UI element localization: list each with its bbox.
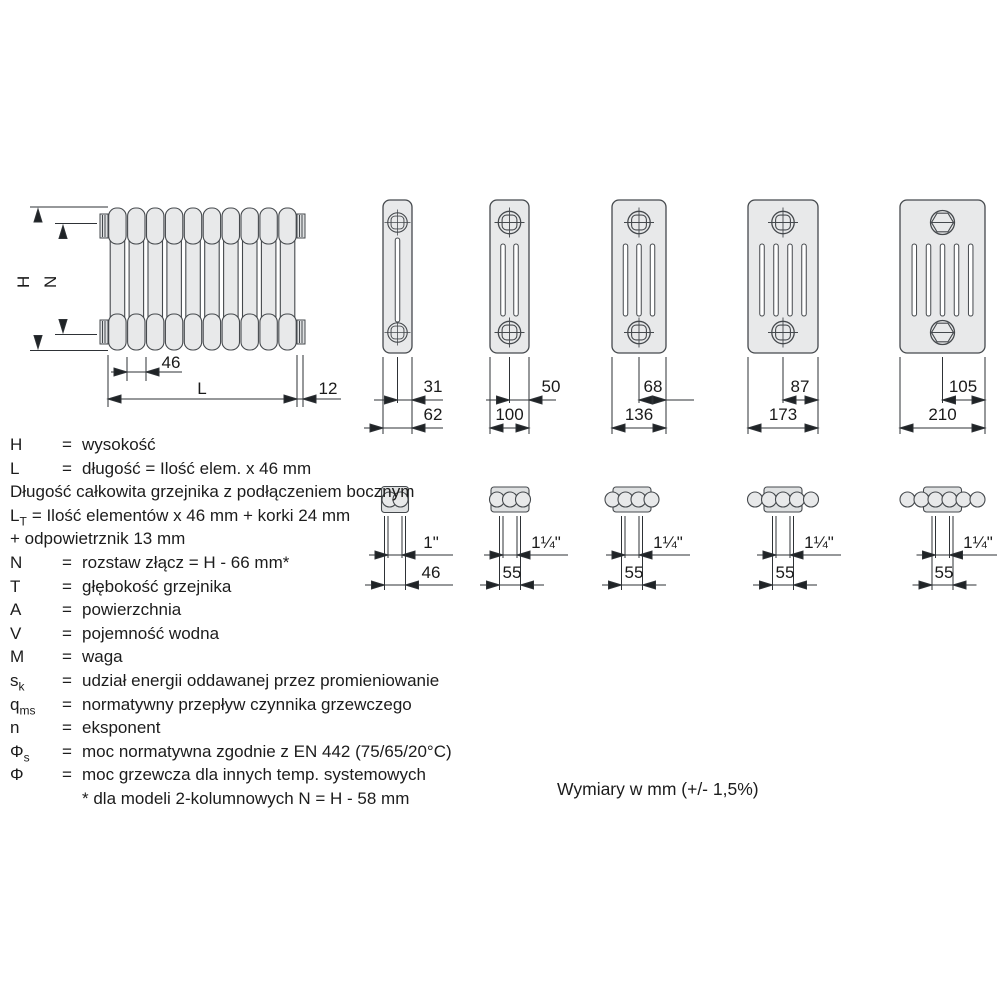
legend-row-m: M = waga: [10, 647, 123, 667]
legend-row-qms: $q_{ms}$ = normatywny przepływ czynnika grzewczego: [10, 694, 412, 717]
legend-row-phi-s: $\Phi_s$ = moc normatywna zgodnie z EN 442 (75/65/20°C): [10, 741, 452, 765]
profile-2-column: [364, 200, 443, 434]
profile-6-column: [900, 200, 985, 434]
profile-full-dim: 210: [928, 405, 957, 424]
legend-row-h: H = wysokość: [10, 435, 156, 454]
legend-row-lt: $L_T$ = Ilość elementów x 46 mm + korki 24 mm: [10, 505, 351, 529]
profile-full-dim: 136: [624, 405, 654, 424]
depth-dim: 46: [421, 563, 441, 582]
legend-row-t: T = głębokość grzejnika: [10, 576, 232, 596]
profile-half-dim: 87: [790, 377, 810, 396]
profile-half-dim: 105: [948, 377, 978, 396]
thread-dim: 1¼": [653, 533, 683, 552]
thread-dim: 1¼": [531, 533, 561, 552]
front-view-radiator: [100, 208, 305, 350]
thread-dim: 1¼": [804, 533, 834, 552]
top-view-6-column: [900, 487, 997, 590]
footer-note: Wymiary w mm (+/- 1,5%): [557, 779, 759, 799]
top-view-5-column: [748, 487, 842, 590]
thread-dim: 1": [423, 533, 439, 552]
legend-row-sk: $s_k$ = udział energii oddawanej przez promieniowanie: [10, 670, 440, 694]
length-dim-label: L: [197, 379, 207, 398]
legend-row-l: L = długość = Ilość elem. x 46 mm: [10, 458, 312, 478]
legend: [10, 433, 500, 811]
depth-dim: 55: [624, 563, 644, 582]
profile-full-dim: 62: [423, 405, 443, 424]
height-label: H: [14, 275, 33, 288]
profile-full-dim: 173: [768, 405, 798, 424]
pitch-label: N: [41, 275, 60, 288]
legend-row-v: V = pojemność wodna: [10, 623, 220, 643]
front-length-dimensions: [108, 353, 341, 407]
profile-half-dim: 31: [423, 377, 443, 396]
legend-row-vent-note: + odpowietrznik 13 mm: [10, 529, 186, 549]
legend-row-n-exp: n = eksponent: [10, 718, 161, 738]
element-width-dim: 46: [161, 353, 181, 372]
thread-dim: 1¼": [963, 533, 993, 552]
profile-5-column: [748, 200, 818, 434]
legend-row-a: A = powierzchnia: [10, 600, 182, 620]
depth-dim: 55: [502, 563, 522, 582]
profile-3-column: [486, 200, 560, 434]
depth-dim: 55: [934, 563, 954, 582]
top-view-4-column: [602, 487, 690, 590]
profile-4-column: [612, 200, 694, 434]
legend-row-n: N = rozstaw złącz = H - 66 mm*: [10, 552, 290, 572]
profile-half-dim: 68: [643, 377, 663, 396]
profile-half-dim: 50: [541, 377, 561, 396]
side-ext-dim: 12: [318, 379, 338, 398]
legend-row-asterisk-note: * dla modeli 2-kolumnowych N = H - 58 mm: [82, 788, 410, 808]
legend-row-total-length-note: Długość całkowita grzejnika z podłączeniem bocznym: [10, 482, 415, 502]
depth-dim: 55: [775, 563, 795, 582]
legend-row-phi: Φ = moc grzewcza dla innych temp. systemowych: [10, 765, 426, 785]
height-dimensions: [14, 207, 108, 351]
profile-full-dim: 100: [495, 405, 524, 424]
